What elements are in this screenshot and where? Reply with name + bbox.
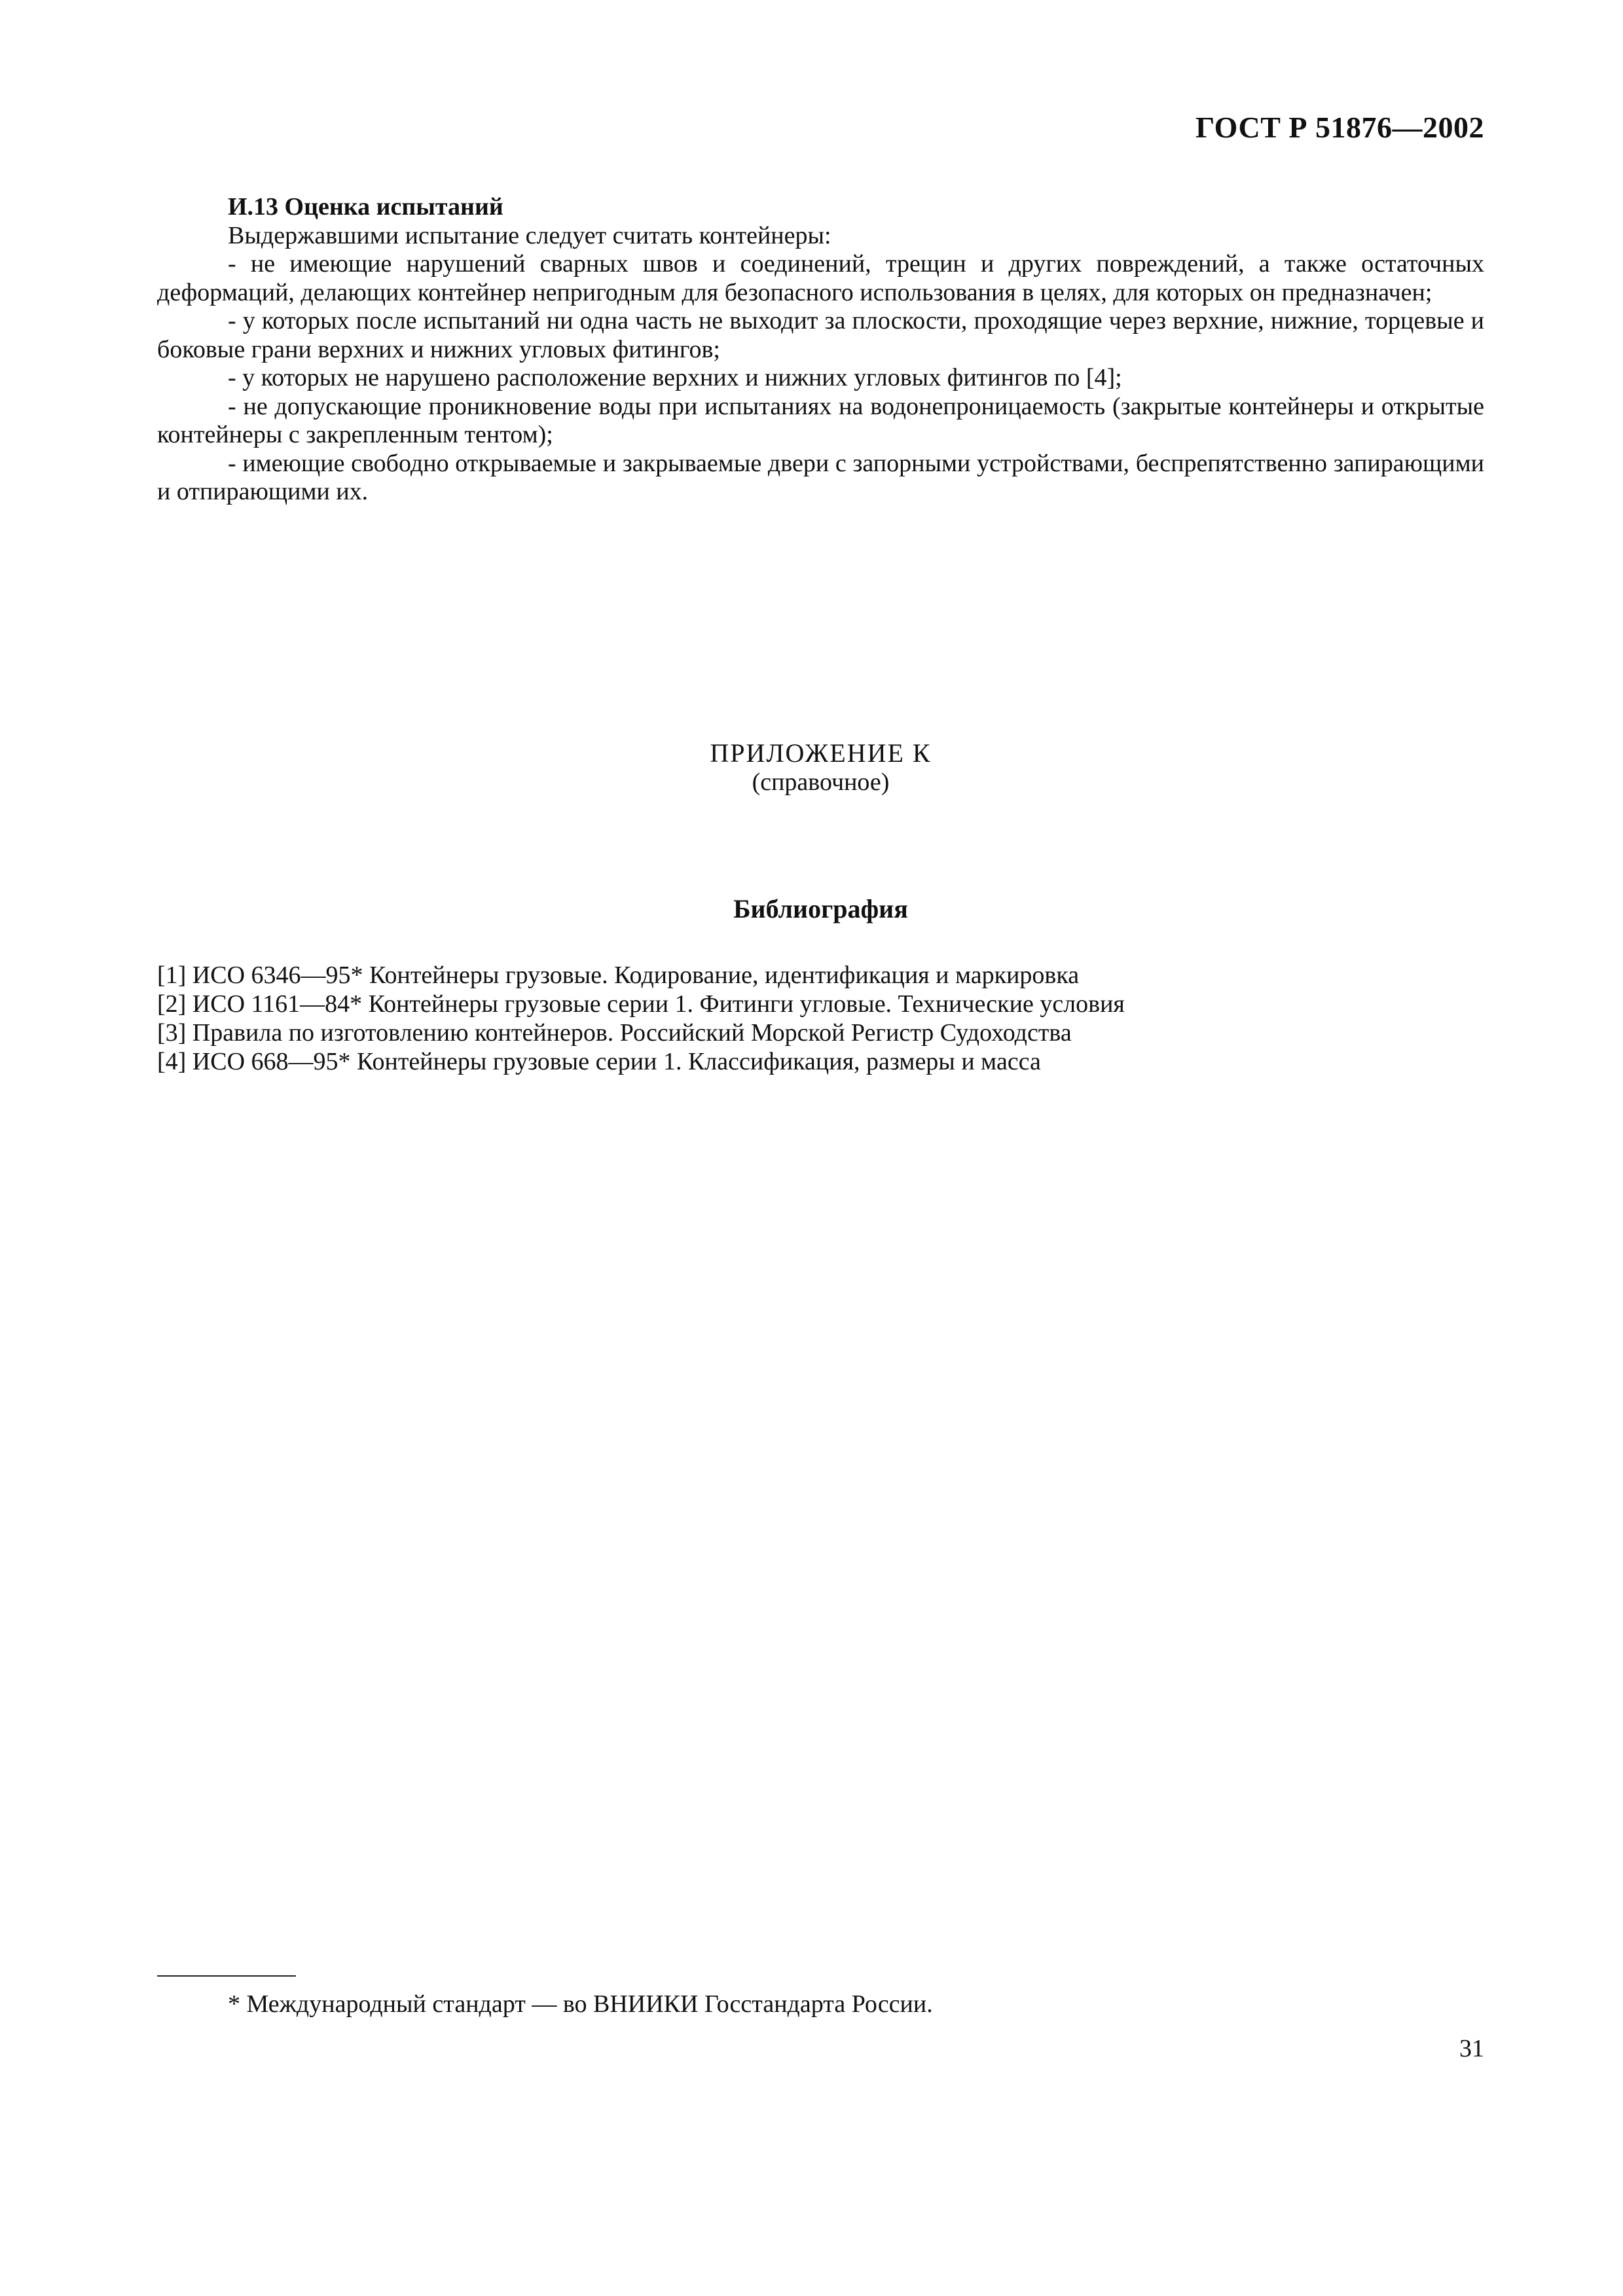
- bibliography-item: [1] ИСО 6346—95* Контейнеры грузовые. Кодирование, идентификация и маркировка: [157, 961, 1080, 989]
- appendix-subtitle: (справочное): [752, 768, 890, 796]
- section-paragraph-criterion-3: - у которых не нарушено расположение верхних и нижних угловых фитингов по [4];: [228, 364, 1122, 391]
- section-test-evaluation: [157, 193, 1484, 507]
- section-paragraph-criterion-1: - не имеющие нарушений сварных швов и соединений, трещин и других повреждений, а также остаточных деформаций, делающих контейнер непригодным для безопасного использования в целях, для которых он предназначен;: [157, 250, 1484, 306]
- footnote-divider: [157, 1975, 296, 1977]
- bibliography-item: [3] Правила по изготовлению контейнеров. Российский Морской Регистр Судоходства: [157, 1019, 1072, 1047]
- section-paragraph-criterion-2: - у которых после испытаний ни одна часть не выходит за плоскости, проходящие через верхние, нижние, торцевые и боковые грани верхних и нижних угловых фитингов;: [157, 307, 1484, 363]
- section-title: И.13 Оценка испытаний: [228, 193, 503, 221]
- section-paragraph-intro: Выдержавшими испытание следует считать контейнеры:: [228, 221, 831, 249]
- appendix-heading: [157, 738, 1484, 797]
- bibliography-list: [157, 961, 1484, 1076]
- appendix-title: ПРИЛОЖЕНИЕ К: [710, 738, 932, 768]
- page-number: 31: [1459, 2035, 1484, 2062]
- footnote: * Международный стандарт — во ВНИИКИ Госстандарта России.: [228, 1990, 933, 2018]
- section-paragraph-criterion-5: - имеющие свободно открываемые и закрываемые двери с запорными устройствами, беспрепятственно запирающими и отпирающими их.: [157, 449, 1484, 505]
- bibliography-item: [2] ИСО 1161—84* Контейнеры грузовые серии 1. Фитинги угловые. Технические условия: [157, 990, 1125, 1018]
- bibliography-title: Библиография: [733, 894, 908, 924]
- bibliography-item: [4] ИСО 668—95* Контейнеры грузовые серии 1. Классификация, размеры и масса: [157, 1048, 1041, 1075]
- section-paragraph-criterion-4: - не допускающие проникновение воды при испытаниях на водонепроницаемость (закрытые контейнеры и открытые контейнеры с закрепленным тентом);: [157, 392, 1484, 448]
- document-header: ГОСТ Р 51876—2002: [1195, 111, 1484, 144]
